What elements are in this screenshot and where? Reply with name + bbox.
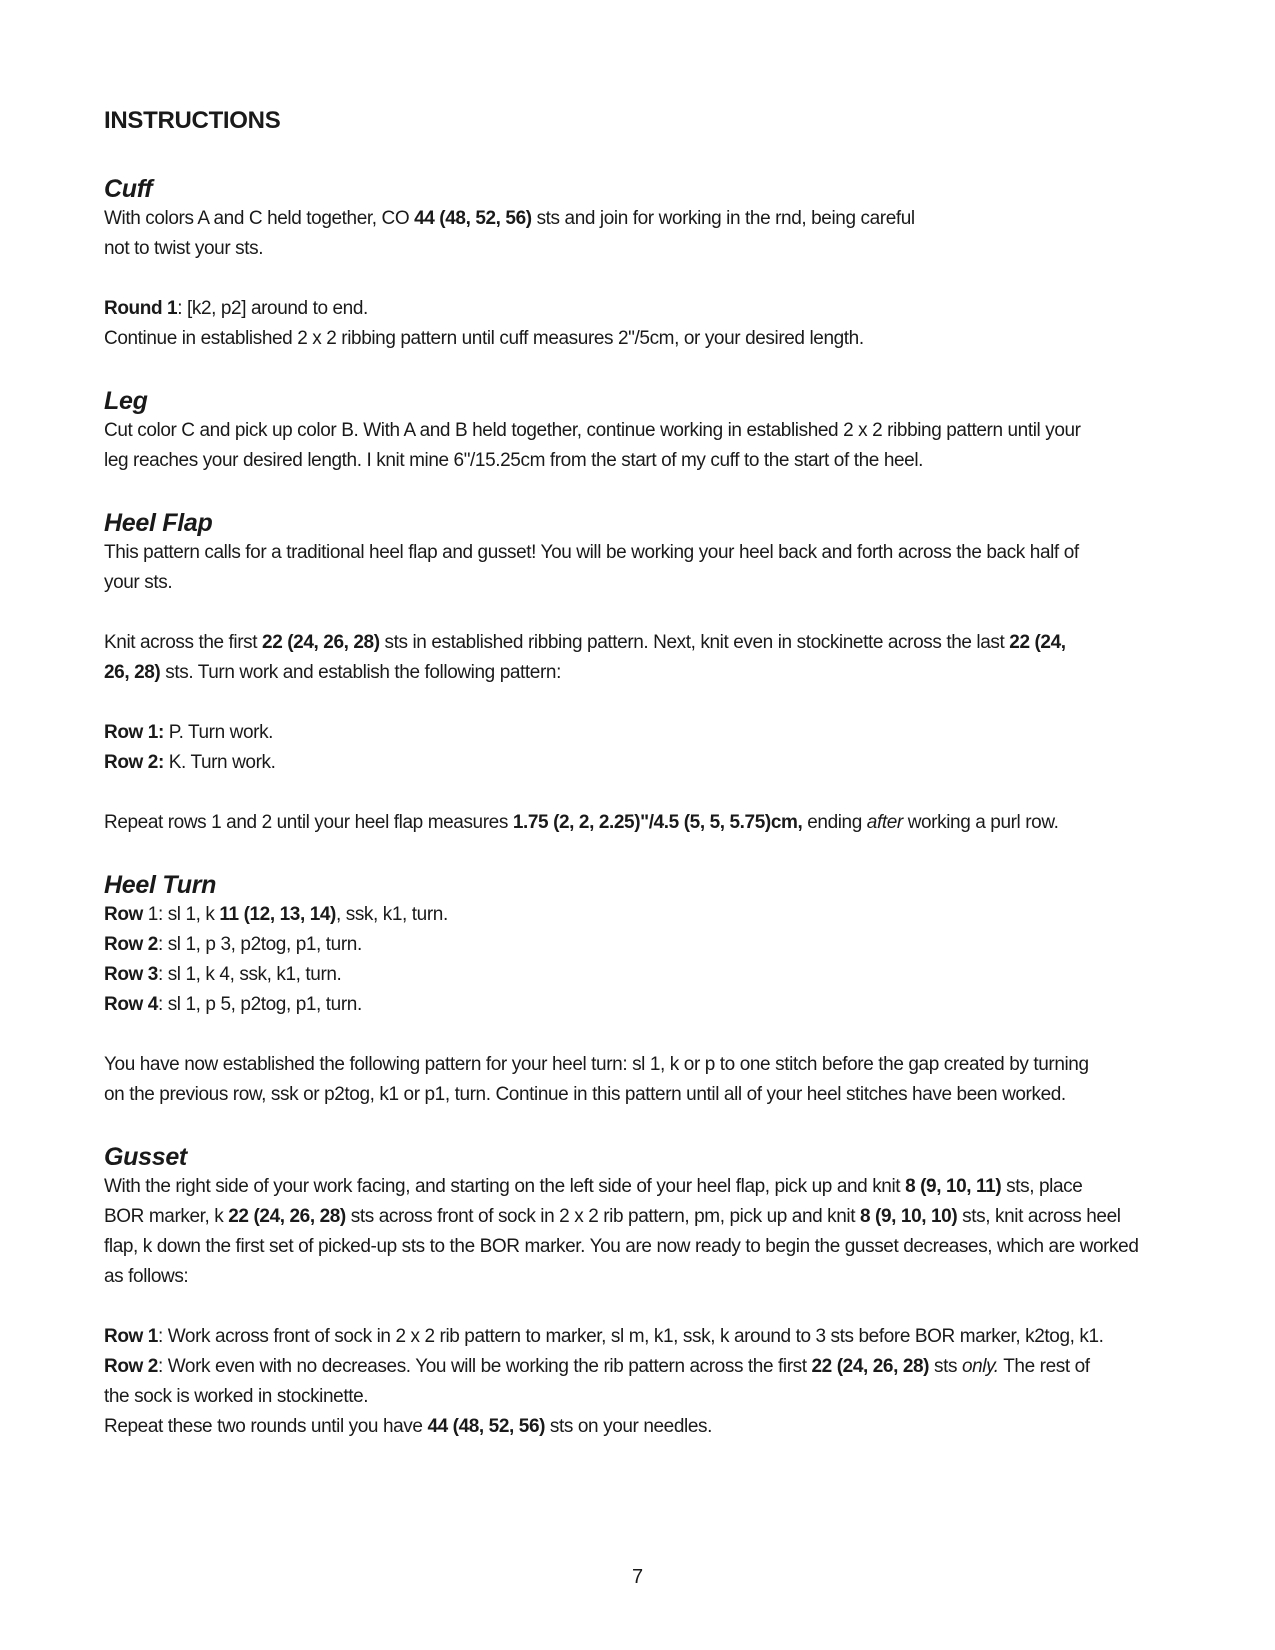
gusset-row-2: Row 2: Work even with no decreases. You will be working the rib pattern across the first 22 (24, 26, 28) sts only. The rest of the sock is worked in stockinette. [104,1356,1090,1407]
section-heading-heel-flap: Heel Flap [104,509,213,537]
heel-flap-paragraph-2: Knit across the first 22 (24, 26, 28) sts in established ribbing pattern. Next, knit even in stockinette across the last 22 (24, 26, 28) sts. Turn work and establish the following pattern: [104,632,1066,683]
page-number: 7 [631,1566,644,1588]
heel-turn-row-3: Row 3: sl 1, k 4, ssk, k1, turn. [104,964,342,985]
cuff-paragraph-1: With colors A and C held together, CO 44 (48, 52, 56) sts and join for working in the rnd, being careful not to twist your sts. [104,208,915,259]
heel-turn-row-1: Row 1: sl 1, k 11 (12, 13, 14), ssk, k1, turn. [104,904,448,925]
heel-turn-paragraph: You have now established the following pattern for your heel turn: sl 1, k or p to one stitch before the gap created by turning on the previous row, ssk or p2tog, k1 or p1, turn. Continue in this pattern until all of your heel stitches have been worked. [104,1054,1089,1105]
heel-turn-row-4: Row 4: sl 1, p 5, p2tog, p1, turn. [104,994,362,1015]
section-heading-heel-turn: Heel Turn [104,871,217,899]
section-heading-cuff: Cuff [104,175,153,203]
document-page [104,104,1214,1442]
gusset-repeat: Repeat these two rounds until you have 44 (48, 52, 56) sts on your needles. [104,1416,712,1437]
leg-paragraph: Cut color C and pick up color B. With A and B held together, continue working in established 2 x 2 ribbing pattern until your leg reaches your desired length. I knit mine 6"/15.25cm from the start of my cuff to the start of the heel. [104,420,1081,471]
gusset-paragraph-1: With the right side of your work facing, and starting on the left side of your heel flap, pick up and knit 8 (9, 10, 11) sts, place BOR marker, k 22 (24, 26, 28) sts across front of sock in 2 x 2 rib pattern, pm, pick up and knit 8 (9, 10, 10) sts, knit across heel flap, k down the first set of picked-up sts to the BOR marker. You are now ready to begin the gusset decreases, which are worked as follows: [104,1176,1139,1287]
heel-flap-row-1: Row 1: P. Turn work. [104,722,274,743]
cuff-paragraph-2: Continue in established 2 x 2 ribbing pattern until cuff measures 2"/5cm, or your desired length. [104,328,864,349]
page-title: INSTRUCTIONS [104,107,281,134]
cuff-round-1: Round 1: [k2, p2] around to end. [104,298,368,319]
heel-flap-paragraph-3: Repeat rows 1 and 2 until your heel flap measures 1.75 (2, 2, 2.25)"/4.5 (5, 5, 5.75)cm, ending after working a purl row. [104,812,1059,833]
heel-flap-row-2: Row 2: K. Turn work. [104,752,276,773]
gusset-row-1: Row 1: Work across front of sock in 2 x 2 rib pattern to marker, sl m, k1, ssk, k around to 3 sts before BOR marker, k2tog, k1. [104,1326,1104,1347]
section-heading-leg: Leg [104,387,148,415]
heel-flap-paragraph-1: This pattern calls for a traditional heel flap and gusset! You will be working your heel back and forth across the back half of your sts. [104,542,1079,593]
heel-turn-row-2: Row 2: sl 1, p 3, p2tog, p1, turn. [104,934,362,955]
section-heading-gusset: Gusset [104,1143,187,1171]
